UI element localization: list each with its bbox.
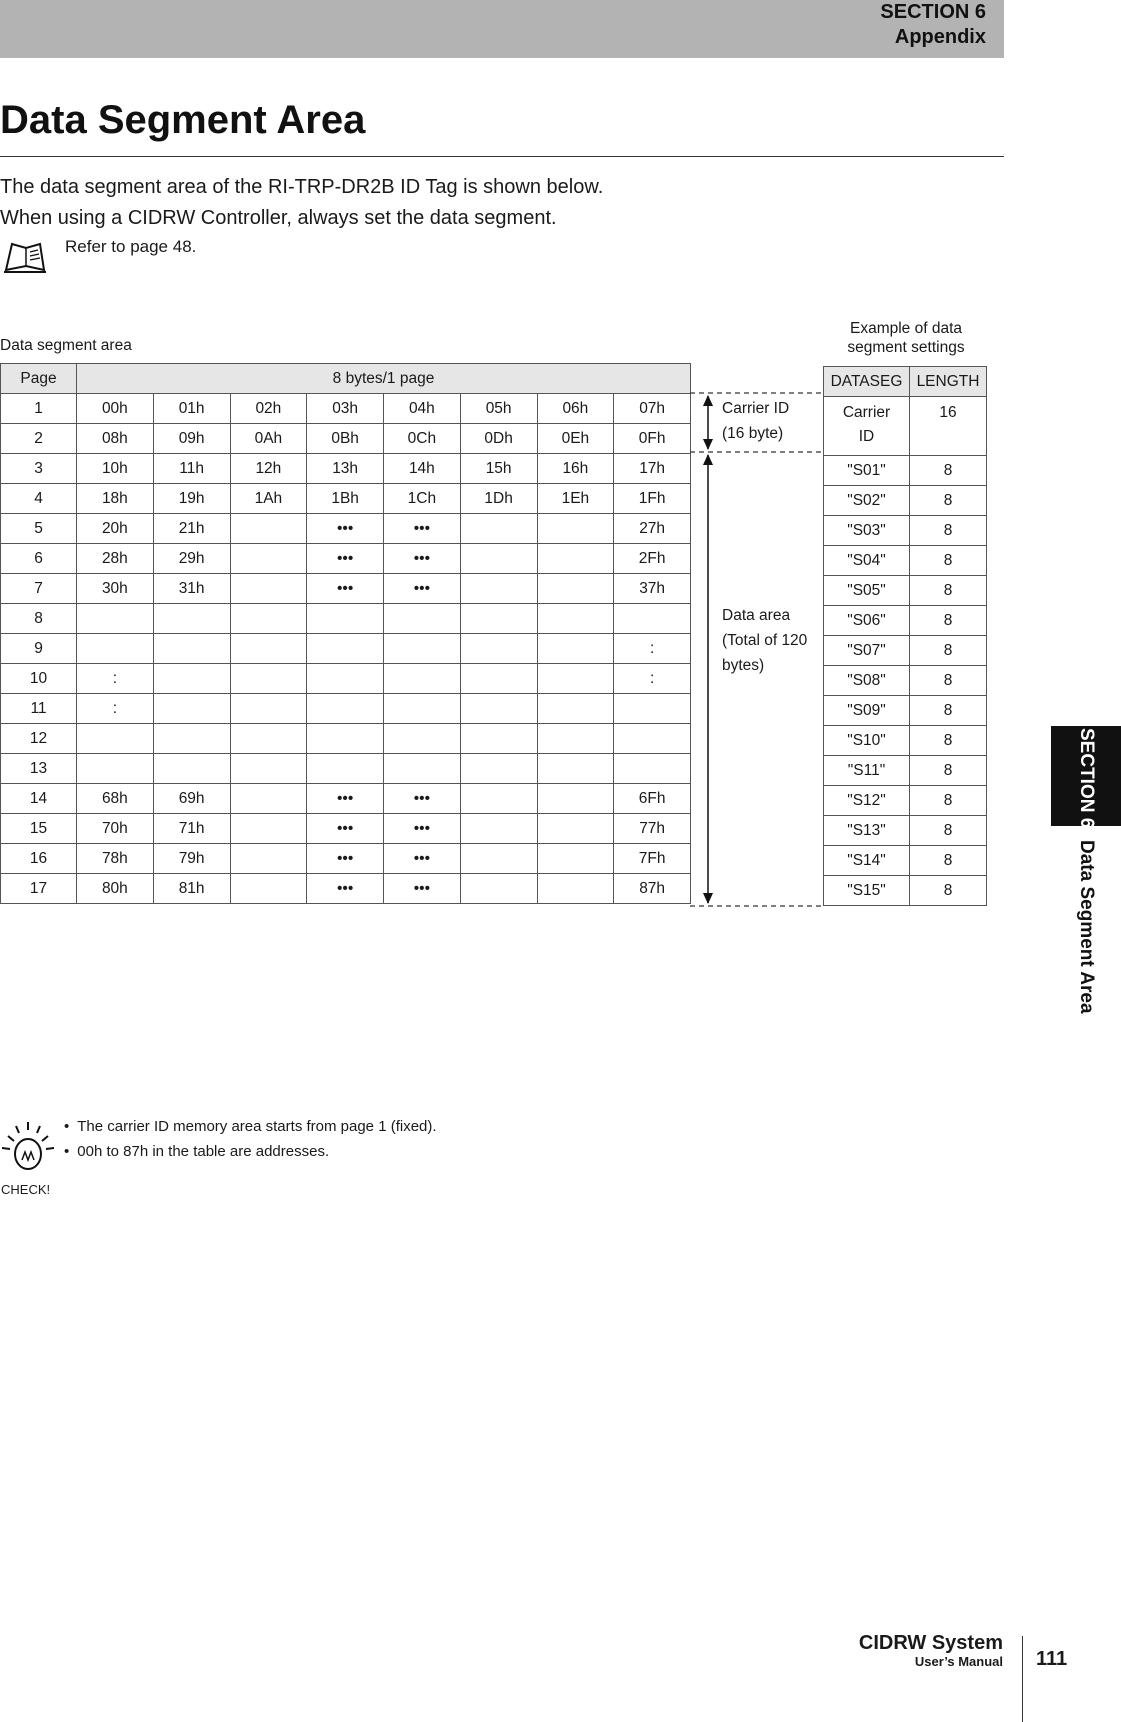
segment-length-cell: 8 xyxy=(910,846,987,876)
address-cell xyxy=(77,604,154,634)
segment-name-cell: "S09" xyxy=(824,696,910,726)
address-cell xyxy=(153,724,230,754)
segment-length-cell: 8 xyxy=(910,546,987,576)
segment-length-cell: 8 xyxy=(910,696,987,726)
intro-text xyxy=(0,172,603,234)
address-cell xyxy=(537,724,614,754)
address-cell: 77h xyxy=(614,814,691,844)
segment-name-cell: "S06" xyxy=(824,606,910,636)
address-cell: ••• xyxy=(384,514,461,544)
address-cell xyxy=(537,814,614,844)
segment-row xyxy=(824,576,987,606)
address-cell: 08h xyxy=(77,424,154,454)
address-cell: ••• xyxy=(307,544,384,574)
bytes-column-header: 8 bytes/1 page xyxy=(77,364,691,394)
address-cell: ••• xyxy=(307,784,384,814)
address-cell xyxy=(307,664,384,694)
address-cell: 2Fh xyxy=(614,544,691,574)
address-cell: 16h xyxy=(537,454,614,484)
segment-length-cell: 8 xyxy=(910,576,987,606)
address-cell: 1Ch xyxy=(384,484,461,514)
address-cell: 37h xyxy=(614,574,691,604)
address-cell xyxy=(460,814,537,844)
address-cell: 02h xyxy=(230,394,307,424)
address-cell xyxy=(153,634,230,664)
segment-length-cell: 8 xyxy=(910,606,987,636)
example-label xyxy=(824,319,988,357)
address-cell xyxy=(384,634,461,664)
address-cell: 0Bh xyxy=(307,424,384,454)
data-annotation-line-1: Data area xyxy=(722,607,791,624)
address-cell xyxy=(230,544,307,574)
address-cell: 09h xyxy=(153,424,230,454)
segment-row xyxy=(824,726,987,756)
address-cell xyxy=(614,694,691,724)
address-cell xyxy=(460,724,537,754)
carrier-annotation-line-1: Carrier ID xyxy=(722,400,790,417)
segment-name-cell: "S11" xyxy=(824,756,910,786)
address-cell: ••• xyxy=(384,874,461,904)
data-segment-table xyxy=(0,363,691,904)
page-number-cell: 1 xyxy=(1,394,77,424)
page-number-cell: 6 xyxy=(1,544,77,574)
address-cell xyxy=(230,874,307,904)
address-cell: ••• xyxy=(307,574,384,604)
table-row xyxy=(1,784,691,814)
segment-name-cell: "S08" xyxy=(824,666,910,696)
carrier-arrow-down-head xyxy=(703,439,713,450)
address-cell: 03h xyxy=(307,394,384,424)
address-cell xyxy=(537,574,614,604)
address-cell: 1Fh xyxy=(614,484,691,514)
address-cell: 79h xyxy=(153,844,230,874)
table-row xyxy=(1,634,691,664)
address-cell: 1Eh xyxy=(537,484,614,514)
address-cell: 87h xyxy=(614,874,691,904)
address-cell xyxy=(230,604,307,634)
address-cell xyxy=(537,664,614,694)
page-number-cell: 12 xyxy=(1,724,77,754)
address-cell xyxy=(460,604,537,634)
page-column-header: Page xyxy=(1,364,77,394)
address-cell: 1Bh xyxy=(307,484,384,514)
table-row xyxy=(1,604,691,634)
page-number-cell: 11 xyxy=(1,694,77,724)
segment-length-cell: 8 xyxy=(910,876,987,906)
data-arrow-down-head xyxy=(703,893,713,904)
example-label-line-1: Example of data xyxy=(849,320,962,337)
address-cell: 01h xyxy=(153,394,230,424)
address-cell: 20h xyxy=(77,514,154,544)
table-row xyxy=(1,394,691,424)
table-row xyxy=(1,874,691,904)
segment-row xyxy=(824,666,987,696)
segment-length-cell: 8 xyxy=(910,456,987,486)
footer-divider xyxy=(1022,1636,1023,1722)
address-cell xyxy=(230,844,307,874)
address-cell: 80h xyxy=(77,874,154,904)
intro-line-1: The data segment area of the RI-TRP-DR2B ID Tag is shown below. xyxy=(0,176,604,198)
page-title: Data Segment Area xyxy=(0,98,366,142)
address-cell: 0Dh xyxy=(460,424,537,454)
address-cell: 30h xyxy=(77,574,154,604)
footer-system: CIDRW System xyxy=(858,1632,1003,1654)
segment-name-cell: "S07" xyxy=(824,636,910,666)
segment-row xyxy=(824,486,987,516)
address-cell xyxy=(230,574,307,604)
table-row xyxy=(1,574,691,604)
address-cell xyxy=(460,544,537,574)
segment-name-cell: "S04" xyxy=(824,546,910,576)
address-cell: : xyxy=(77,664,154,694)
address-cell xyxy=(77,724,154,754)
address-cell xyxy=(384,694,461,724)
page-number-cell: 7 xyxy=(1,574,77,604)
page-number-cell: 17 xyxy=(1,874,77,904)
table-row xyxy=(1,484,691,514)
address-cell: 78h xyxy=(77,844,154,874)
address-cell: 04h xyxy=(384,394,461,424)
segment-name-cell: "S02" xyxy=(824,486,910,516)
data-area-annotation xyxy=(722,603,807,678)
segment-name-cell: "S05" xyxy=(824,576,910,606)
address-cell: 13h xyxy=(307,454,384,484)
address-cell: ••• xyxy=(307,814,384,844)
carrier-id-line-1: Carrier xyxy=(842,404,891,421)
data-arrow-up-head xyxy=(703,454,713,465)
address-cell xyxy=(537,604,614,634)
address-cell: 27h xyxy=(614,514,691,544)
carrier-id-annotation xyxy=(722,396,789,446)
table-row xyxy=(1,424,691,454)
address-cell: ••• xyxy=(307,844,384,874)
page-number-cell: 5 xyxy=(1,514,77,544)
address-cell: 06h xyxy=(537,394,614,424)
segment-name-cell: "S03" xyxy=(824,516,910,546)
address-cell xyxy=(460,634,537,664)
address-cell xyxy=(460,514,537,544)
address-cell xyxy=(537,634,614,664)
address-cell: 6Fh xyxy=(614,784,691,814)
address-cell xyxy=(460,874,537,904)
page-number-cell: 15 xyxy=(1,814,77,844)
segment-length-cell: 8 xyxy=(910,486,987,516)
address-cell xyxy=(460,844,537,874)
address-cell: 17h xyxy=(614,454,691,484)
address-cell xyxy=(384,754,461,784)
address-cell xyxy=(537,844,614,874)
page-number-cell: 9 xyxy=(1,634,77,664)
page-number-cell: 10 xyxy=(1,664,77,694)
address-cell xyxy=(307,694,384,724)
check-item: • 00h to 87h in the table are addresses. xyxy=(64,1139,437,1164)
page-number-cell: 16 xyxy=(1,844,77,874)
book-reference-icon xyxy=(2,240,48,274)
address-cell xyxy=(307,604,384,634)
intro-line-2: When using a CIDRW Controller, always set the data segment. xyxy=(0,207,557,229)
address-cell: 70h xyxy=(77,814,154,844)
address-cell xyxy=(537,514,614,544)
address-cell: 05h xyxy=(460,394,537,424)
address-cell xyxy=(230,814,307,844)
segment-length-cell: 8 xyxy=(910,666,987,696)
address-cell xyxy=(153,604,230,634)
table-row xyxy=(1,724,691,754)
segment-name-cell: "S12" xyxy=(824,786,910,816)
address-cell xyxy=(153,664,230,694)
carrier-arrow-up-head xyxy=(703,395,713,406)
address-cell xyxy=(537,544,614,574)
address-cell xyxy=(460,694,537,724)
address-cell xyxy=(537,874,614,904)
address-cell xyxy=(460,664,537,694)
address-cell xyxy=(77,634,154,664)
segment-name-cell: "S14" xyxy=(824,846,910,876)
table-row xyxy=(1,694,691,724)
data-annotation-line-2: (Total of 120 xyxy=(722,632,808,649)
page-number-cell: 13 xyxy=(1,754,77,784)
segment-length-cell: 8 xyxy=(910,726,987,756)
address-cell: 19h xyxy=(153,484,230,514)
page-number-cell: 3 xyxy=(1,454,77,484)
segment-row xyxy=(824,606,987,636)
address-cell xyxy=(230,724,307,754)
address-cell xyxy=(153,694,230,724)
table-row xyxy=(1,754,691,784)
footer-manual-title xyxy=(859,1632,1003,1670)
segment-row xyxy=(824,816,987,846)
address-cell: 00h xyxy=(77,394,154,424)
address-cell: ••• xyxy=(384,844,461,874)
address-cell: 7Fh xyxy=(614,844,691,874)
table-row xyxy=(1,844,691,874)
segment-length-cell: 8 xyxy=(910,816,987,846)
address-cell xyxy=(307,754,384,784)
address-cell xyxy=(460,784,537,814)
table-body xyxy=(1,394,691,904)
address-cell: 15h xyxy=(460,454,537,484)
segment-row xyxy=(824,876,987,906)
segment-row xyxy=(824,786,987,816)
address-cell: 0Ch xyxy=(384,424,461,454)
table-row xyxy=(1,514,691,544)
address-cell: 1Ah xyxy=(230,484,307,514)
address-cell: 31h xyxy=(153,574,230,604)
segment-table-body xyxy=(824,397,987,906)
address-cell xyxy=(307,634,384,664)
address-cell xyxy=(153,754,230,784)
carrier-id-cell xyxy=(824,397,910,456)
segment-header-row xyxy=(824,367,987,397)
page-number-cell: 8 xyxy=(1,604,77,634)
side-tab xyxy=(1051,726,1121,1068)
address-cell xyxy=(537,784,614,814)
address-cell xyxy=(384,604,461,634)
address-cell xyxy=(230,694,307,724)
segment-row xyxy=(824,696,987,726)
address-cell: : xyxy=(77,694,154,724)
reference-text: Refer to page 48. xyxy=(65,237,197,256)
address-cell: 0Fh xyxy=(614,424,691,454)
address-cell xyxy=(614,754,691,784)
address-cell: 14h xyxy=(384,454,461,484)
title-divider xyxy=(0,156,1004,157)
carrier-id-length: 16 xyxy=(910,397,987,456)
check-note xyxy=(0,1118,56,1196)
section-header xyxy=(880,0,986,50)
footer-manual: User’s Manual xyxy=(914,1654,1003,1669)
address-cell xyxy=(614,724,691,754)
address-cell: 0Ah xyxy=(230,424,307,454)
address-cell: 68h xyxy=(77,784,154,814)
carrier-annotation-line-2: (16 byte) xyxy=(722,425,784,442)
table-header-row xyxy=(1,364,691,394)
address-cell: ••• xyxy=(307,514,384,544)
address-cell: 12h xyxy=(230,454,307,484)
segment-name-cell: "S01" xyxy=(824,456,910,486)
address-cell: : xyxy=(614,634,691,664)
table-row xyxy=(1,664,691,694)
data-annotation-line-3: bytes) xyxy=(722,657,765,674)
address-cell xyxy=(537,754,614,784)
segment-length-cell: 8 xyxy=(910,786,987,816)
segment-settings-table xyxy=(823,366,987,906)
segment-length-cell: 8 xyxy=(910,636,987,666)
side-tab-title: Data Segment Area xyxy=(1076,840,1097,1014)
address-cell xyxy=(460,574,537,604)
address-cell: 81h xyxy=(153,874,230,904)
segment-name-cell: "S15" xyxy=(824,876,910,906)
section-label: SECTION 6 xyxy=(880,1,986,23)
segment-row xyxy=(824,756,987,786)
address-cell: ••• xyxy=(307,874,384,904)
address-cell: : xyxy=(614,664,691,694)
address-cell xyxy=(460,754,537,784)
address-cell: 21h xyxy=(153,514,230,544)
address-cell: 29h xyxy=(153,544,230,574)
address-cell xyxy=(537,694,614,724)
segment-length-cell: 8 xyxy=(910,516,987,546)
address-cell: ••• xyxy=(384,574,461,604)
page-number: 111 xyxy=(1036,1648,1068,1670)
address-cell xyxy=(77,754,154,784)
segment-row xyxy=(824,516,987,546)
segment-length-cell: 8 xyxy=(910,756,987,786)
check-item: • The carrier ID memory area starts from page 1 (fixed). xyxy=(64,1114,437,1139)
address-cell xyxy=(230,784,307,814)
page-number-cell: 14 xyxy=(1,784,77,814)
address-cell: 0Eh xyxy=(537,424,614,454)
address-cell: 71h xyxy=(153,814,230,844)
table-row xyxy=(1,814,691,844)
address-cell xyxy=(384,724,461,754)
page-number-cell: 2 xyxy=(1,424,77,454)
side-tab-section: SECTION 6 xyxy=(1076,728,1097,829)
address-cell xyxy=(230,634,307,664)
data-area-label: Data segment area xyxy=(0,337,132,354)
table-row xyxy=(1,454,691,484)
address-cell: 1Dh xyxy=(460,484,537,514)
carrier-id-row xyxy=(824,397,987,456)
address-cell xyxy=(384,664,461,694)
address-cell xyxy=(307,724,384,754)
check-label: CHECK! xyxy=(1,1182,51,1197)
example-label-line-2: segment settings xyxy=(847,339,965,356)
address-cell: 18h xyxy=(77,484,154,514)
length-header: LENGTH xyxy=(910,367,987,397)
segment-row xyxy=(824,636,987,666)
address-cell: ••• xyxy=(384,544,461,574)
section-subtitle: Appendix xyxy=(894,26,986,48)
table-row xyxy=(1,544,691,574)
address-cell: 10h xyxy=(77,454,154,484)
address-cell: ••• xyxy=(384,784,461,814)
check-list xyxy=(64,1114,437,1164)
segment-row xyxy=(824,846,987,876)
segment-name-cell: "S10" xyxy=(824,726,910,756)
address-cell: 28h xyxy=(77,544,154,574)
header-band xyxy=(0,0,1004,58)
dataseg-header: DATASEG xyxy=(824,367,910,397)
segment-name-cell: "S13" xyxy=(824,816,910,846)
address-cell xyxy=(614,604,691,634)
address-cell: 07h xyxy=(614,394,691,424)
address-cell xyxy=(230,514,307,544)
address-cell: 69h xyxy=(153,784,230,814)
segment-row xyxy=(824,456,987,486)
address-cell: ••• xyxy=(384,814,461,844)
address-cell xyxy=(230,664,307,694)
carrier-id-line-2: ID xyxy=(858,428,875,445)
page-number-cell: 4 xyxy=(1,484,77,514)
lightbulb-icon xyxy=(0,1118,56,1178)
segment-row xyxy=(824,546,987,576)
address-cell: 11h xyxy=(153,454,230,484)
address-cell xyxy=(230,754,307,784)
